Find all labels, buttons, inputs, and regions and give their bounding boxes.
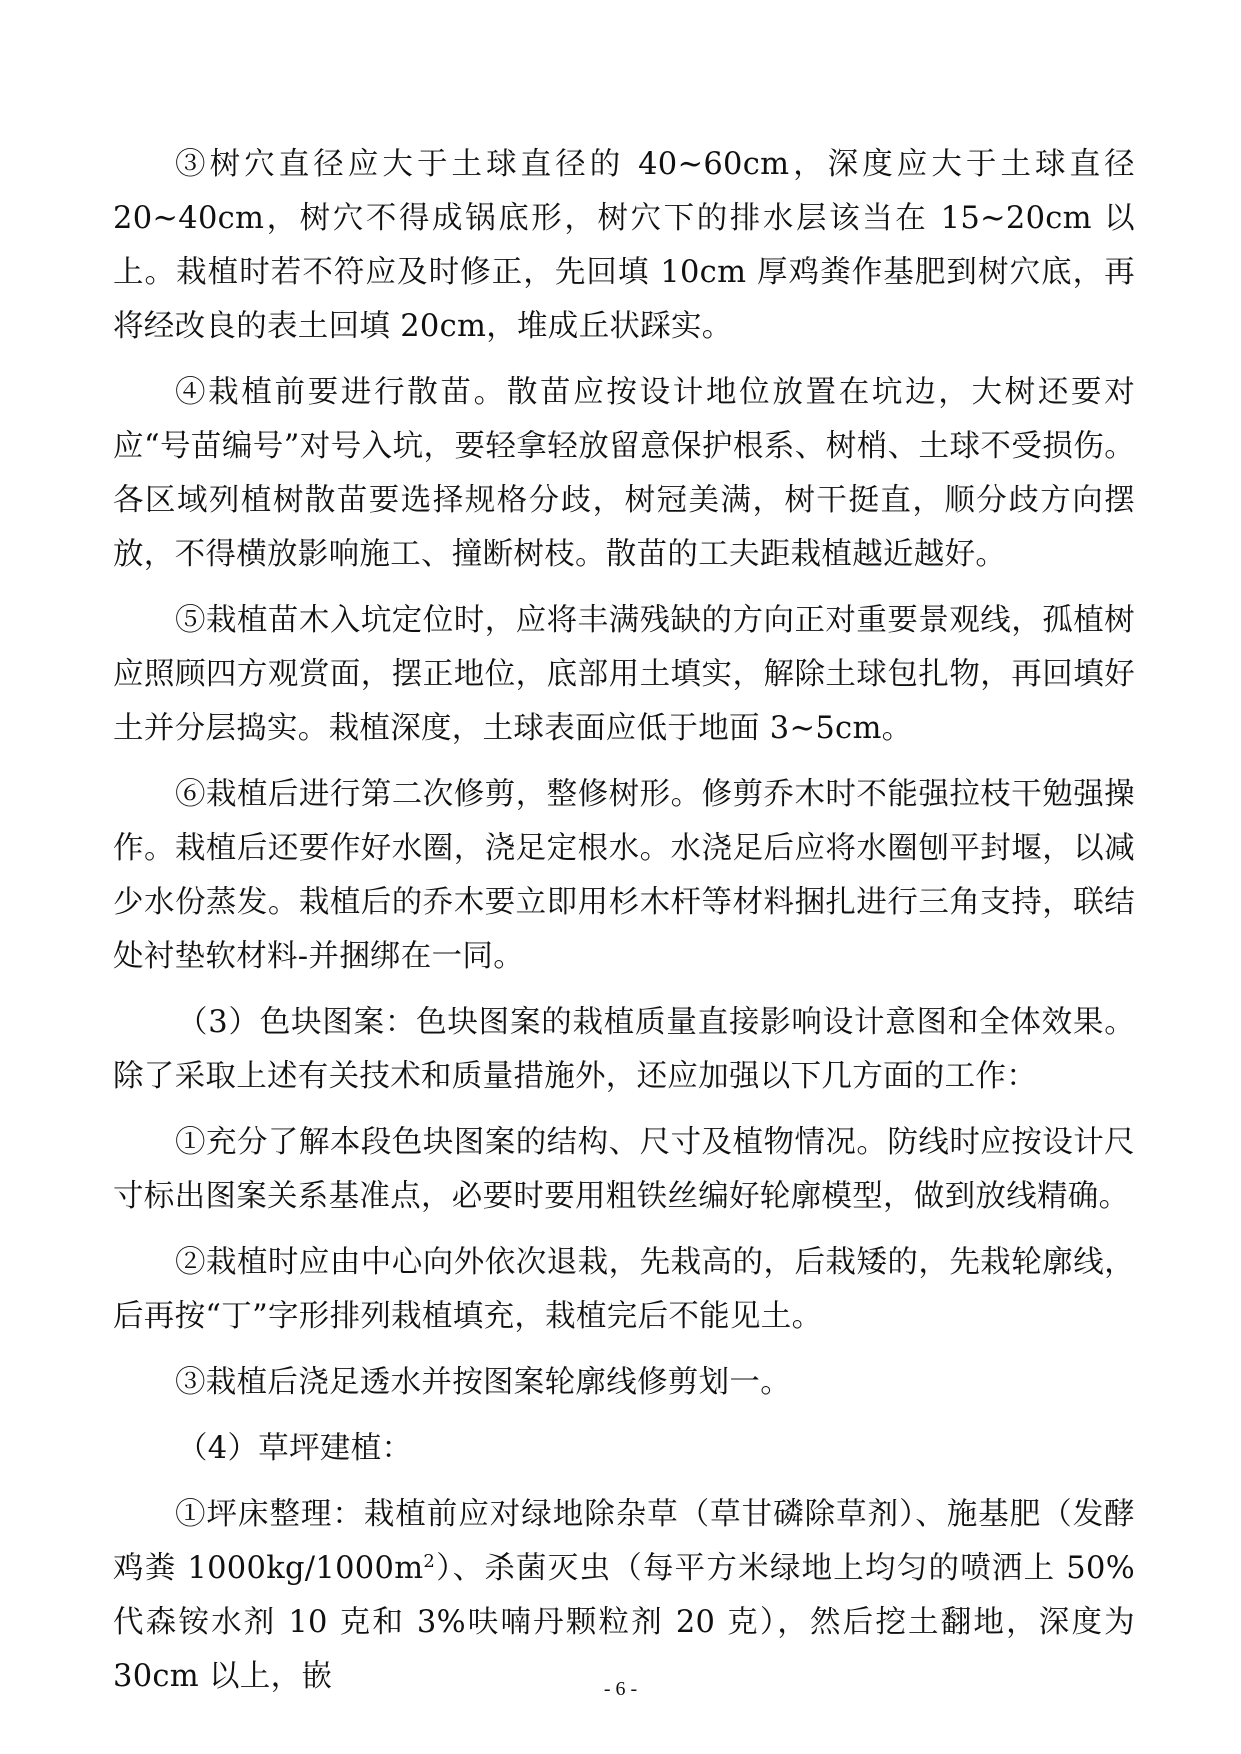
superscript-2: 2: [423, 1550, 436, 1572]
paragraph-planting-order: ②栽植时应由中心向外依次退栽，先栽高的，后栽矮的，先栽轮廓线，后再按“丁”字形排列栽植填充，栽植完后不能见土。: [113, 1245, 1135, 1334]
paragraph-tree-pit: ③树穴直径应大于土球直径的 40~60cm，深度应大于土球直径 20~40cm，树穴不得成锅底形，树穴下的排水层该当在 15~20cm 以上。栽植时若不符应及时修正，先回填 10cm 厚鸡粪作基肥到树穴底，再将经改良的表土回填 20cm，堆成丘状踩实。: [113, 147, 1135, 344]
paragraph-pattern-layout: ①充分了解本段色块图案的结构、尺寸及植物情况。防线时应按设计尺寸标出图案关系基准点，必要时要用粗铁丝编好轮廓模型，做到放线精确。: [113, 1125, 1135, 1214]
paragraph-planting-position: ⑤栽植苗木入坑定位时，应将丰满残缺的方向正对重要景观线，孤植树应照顾四方观赏面，摆正地位，底部用土填实，解除土球包扎物，再回填好土并分层捣实。栽植深度，土球表面应低于地面 3~5cm。: [113, 603, 1135, 746]
seedbed-text-end: ）、杀菌灭虫（每平方米绿地上均匀的喷洒上 50%代森铵水剂 10 克和 3%呋喃丹颗粒剂 20 克），然后挖土翻地，深度为 30cm 以上，嵌: [113, 1551, 1135, 1694]
paragraph-seedbed-preparation: [113, 1488, 1135, 1704]
paragraph-color-block-pattern: （3）色块图案：色块图案的栽植质量直接影响设计意图和全体效果。除了采取上述有关技术和质量措施外，还应加强以下几方面的工作：: [113, 1005, 1135, 1094]
page-number: - 6 -: [603, 1678, 638, 1700]
paragraph-watering-trimming: ③栽植后浇足透水并按图案轮廓线修剪划一。: [175, 1365, 791, 1400]
paragraph-lawn-establishment: （4）草坪建植：: [177, 1431, 413, 1466]
body-text: [113, 138, 1135, 1716]
seedbed-text-start: ①坪床整理：栽植前应对绿地除杂草（草甘磷除草剂）、施基肥（发酵鸡粪 1000kg/1000m: [113, 1497, 1135, 1586]
paragraph-seedling-distribution: ④栽植前要进行散苗。散苗应按设计地位放置在坑边，大树还要对应“号苗编号”对号入坑，要轻拿轻放留意保护根系、树梢、土球不受损伤。各区域列植树散苗要选择规格分歧，树冠美满，树干挺直，顺分歧方向摆放，不得横放影响施工、撞断树枝。散苗的工夫距栽植越近越好。: [113, 375, 1135, 572]
paragraph-second-pruning: ⑥栽植后进行第二次修剪，整修树形。修剪乔木时不能强拉枝干勉强操作。栽植后还要作好水圈，浇足定根水。水浇足后应将水圈刨平封堰，以减少水份蒸发。栽植后的乔木要立即用杉木杆等材料捆扎进行三角支持，联结处衬垫软材料-并捆绑在一同。: [113, 777, 1135, 974]
